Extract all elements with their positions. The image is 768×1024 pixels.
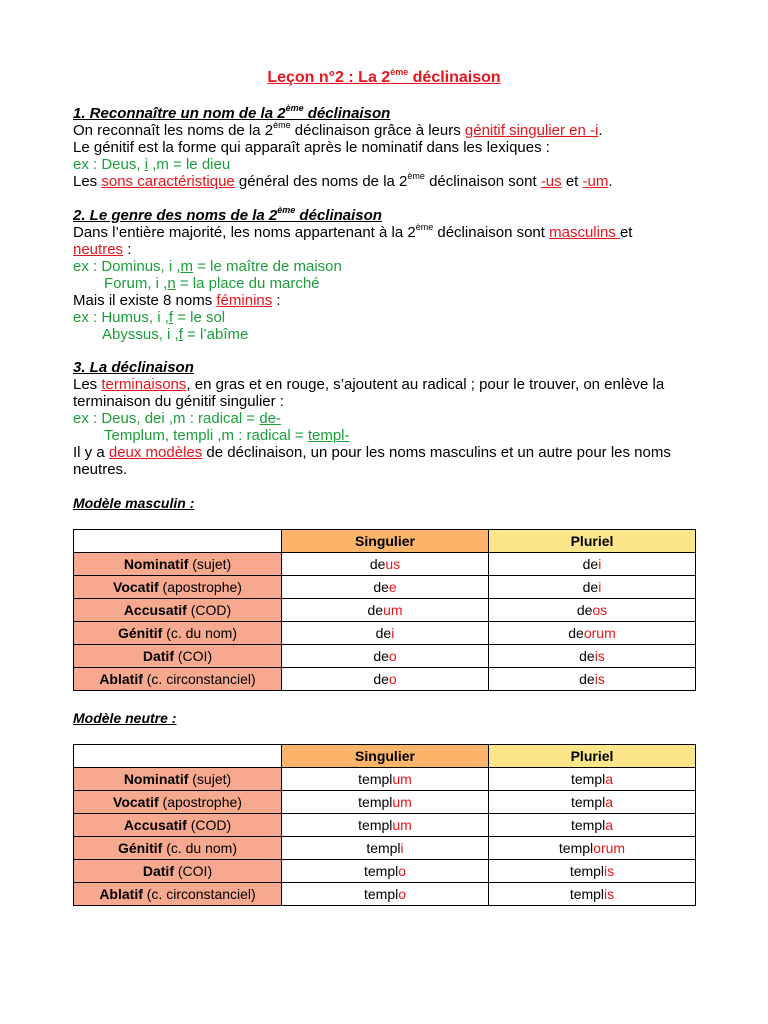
stem: de <box>369 556 386 572</box>
section-3-line-2: terminaison du génitif singulier : <box>73 393 284 410</box>
case-note: (c. du nom) <box>162 840 238 856</box>
masculine-table-body <box>74 553 696 691</box>
singular-form <box>282 553 489 576</box>
section-3-line-5: Il y a deux modèles de déclinaison, un pour les noms masculins et un autre pour les noms <box>73 444 671 461</box>
ending: i <box>598 579 602 595</box>
section-2-line-1: Dans l’entière majorité, les noms appartenant à la 2ème déclinaison sont masculins et <box>73 222 633 241</box>
neuter-table-body <box>74 768 696 906</box>
table-row <box>74 837 696 860</box>
ending: is <box>604 886 615 902</box>
table-header-row <box>74 530 696 553</box>
case-cell <box>74 622 282 645</box>
case-note: (sujet) <box>188 771 232 787</box>
stem: de <box>579 671 595 687</box>
section-2-example-4: Abyssus, i ,f = l’abîme <box>102 326 249 343</box>
case-note: (apostrophe) <box>158 794 242 810</box>
case-cell <box>74 576 282 599</box>
section-2-example-1: ex : Dominus, i ,m = le maître de maison <box>73 258 342 275</box>
table-row <box>74 645 696 668</box>
section-1-line-2: Le génitif est la forme qui apparaît après le nominatif dans les lexiques : <box>73 139 550 156</box>
plural-form <box>489 791 696 814</box>
table-row <box>74 576 696 599</box>
singular-form <box>282 622 489 645</box>
stem: templ <box>366 840 401 856</box>
section-2-line-5: Mais il existe 8 noms féminins : <box>73 292 281 309</box>
stem: de <box>568 625 584 641</box>
case-cell <box>74 599 282 622</box>
stem: de <box>373 579 389 595</box>
section-3-example-2: Templum, templi ,m : radical = templ- <box>104 427 350 444</box>
ending: us <box>385 556 401 572</box>
plural-form <box>489 883 696 906</box>
stem: templ <box>358 794 393 810</box>
section-3-line-6: neutres. <box>73 461 128 478</box>
section-2-line-2: neutres : <box>73 241 132 258</box>
stem: de <box>582 556 599 572</box>
case-cell <box>74 553 282 576</box>
table-header-row <box>74 745 696 768</box>
case-cell <box>74 668 282 691</box>
stem: templ <box>358 817 393 833</box>
case-name: Datif <box>142 648 174 664</box>
case-name: Datif <box>142 863 174 879</box>
table-row <box>74 814 696 837</box>
ending: i <box>400 840 404 856</box>
plural-form <box>489 622 696 645</box>
singular-form <box>282 837 489 860</box>
case-name: Vocatif <box>113 794 159 810</box>
case-name: Vocatif <box>113 579 159 595</box>
case-cell <box>74 645 282 668</box>
header-plural: Pluriel <box>489 530 696 553</box>
plural-form <box>489 553 696 576</box>
header-singular: Singulier <box>282 745 489 768</box>
ending: o <box>388 648 397 664</box>
stem: de <box>373 671 389 687</box>
ending: orum <box>583 625 616 641</box>
masculine-table <box>73 529 696 691</box>
case-note: (COD) <box>186 602 232 618</box>
section-1-line-4: Les sons caractéristique général des noms de la 2ème déclinaison sont -us et -um. <box>73 171 613 190</box>
case-name: Nominatif <box>123 771 189 787</box>
table-row <box>74 860 696 883</box>
case-note: (COD) <box>186 817 232 833</box>
stem: de <box>373 648 389 664</box>
case-cell <box>74 791 282 814</box>
singular-form <box>282 668 489 691</box>
header-singular: Singulier <box>282 530 489 553</box>
case-cell <box>74 837 282 860</box>
singular-form <box>282 599 489 622</box>
stem: templ <box>363 863 399 879</box>
ending: i <box>598 556 602 572</box>
neuter-table <box>73 744 696 906</box>
plural-form <box>489 645 696 668</box>
section-3-heading: 3. La déclinaison <box>73 359 194 376</box>
section-2 <box>73 207 713 343</box>
ending: um <box>383 602 403 618</box>
case-name: Accusatif <box>123 817 187 833</box>
section-1-example: ex : Deus, i ,m = le dieu <box>73 156 231 173</box>
stem: templ <box>569 886 605 902</box>
case-cell <box>74 768 282 791</box>
case-note: (c. du nom) <box>162 625 238 641</box>
section-3-line-1: Les terminaisons, en gras et en rouge, s’ajoutent au radical ; pour le trouver, on enlève la <box>73 376 665 393</box>
stem: templ <box>358 771 393 787</box>
ending: is <box>594 648 605 664</box>
section-2-example-2: Forum, i ,n = la place du marché <box>104 275 320 292</box>
stem: de <box>579 648 595 664</box>
plural-form <box>489 837 696 860</box>
singular-form <box>282 645 489 668</box>
header-plural: Pluriel <box>489 745 696 768</box>
masculine-model-title: Modèle masculin : <box>73 495 195 511</box>
ending: a <box>605 817 614 833</box>
section-2-heading: 2. Le genre des noms de la 2ème déclinaison <box>73 205 382 224</box>
case-name: Génitif <box>117 625 163 641</box>
stem: templ <box>570 794 606 810</box>
table-row <box>74 599 696 622</box>
ending: i <box>391 625 395 641</box>
table-row <box>74 622 696 645</box>
singular-form <box>282 576 489 599</box>
case-name: Ablatif <box>99 671 143 687</box>
ending: os <box>592 602 608 618</box>
section-1-heading: 1. Reconnaître un nom de la 2ème déclinaison <box>73 103 391 122</box>
ending: e <box>388 579 397 595</box>
ending: a <box>605 794 614 810</box>
section-1-line-1: On reconnaît les noms de la 2ème déclinaison grâce à leurs génitif singulier en -i. <box>73 120 603 139</box>
header-empty-cell <box>74 530 282 553</box>
table-row <box>74 883 696 906</box>
case-note: (c. circonstanciel) <box>142 886 256 902</box>
case-cell <box>74 883 282 906</box>
plural-form <box>489 668 696 691</box>
table-row <box>74 553 696 576</box>
case-name: Génitif <box>117 840 163 856</box>
ending: a <box>605 771 614 787</box>
plural-form <box>489 768 696 791</box>
stem: templ <box>570 817 606 833</box>
stem: de <box>582 579 599 595</box>
ending: um <box>392 771 412 787</box>
neuter-model-title: Modèle neutre : <box>73 710 177 726</box>
ending: is <box>594 671 605 687</box>
table-row <box>74 791 696 814</box>
case-note: (c. circonstanciel) <box>142 671 256 687</box>
case-name: Ablatif <box>99 886 143 902</box>
ending: is <box>604 863 615 879</box>
stem: templ <box>570 771 606 787</box>
singular-form <box>282 768 489 791</box>
stem: de <box>375 625 392 641</box>
table-row <box>74 768 696 791</box>
singular-form <box>282 883 489 906</box>
title-sup: ème <box>390 66 409 77</box>
stem: templ <box>569 863 605 879</box>
section-2-example-3: ex : Humus, i ,f = le sol <box>73 309 226 326</box>
stem: templ <box>558 840 594 856</box>
case-note: (COI) <box>174 863 213 879</box>
table-row <box>74 668 696 691</box>
ending: o <box>388 671 397 687</box>
section-3 <box>73 359 713 478</box>
title-text: Leçon n°2 : La 2 <box>267 69 391 86</box>
lesson-title <box>73 66 695 87</box>
singular-form <box>282 814 489 837</box>
case-note: (COI) <box>174 648 213 664</box>
title-text-end: déclinaison <box>408 69 501 86</box>
singular-form <box>282 860 489 883</box>
ending: um <box>392 794 412 810</box>
singular-form <box>282 791 489 814</box>
stem: templ <box>363 886 399 902</box>
header-empty-cell <box>74 745 282 768</box>
ending: um <box>392 817 412 833</box>
ending: orum <box>593 840 626 856</box>
case-note: (sujet) <box>188 556 232 572</box>
case-name: Nominatif <box>123 556 189 572</box>
case-note: (apostrophe) <box>158 579 242 595</box>
case-cell <box>74 814 282 837</box>
plural-form <box>489 599 696 622</box>
plural-form <box>489 576 696 599</box>
section-3-example-1: ex : Deus, dei ,m : radical = de- <box>73 410 282 427</box>
stem: de <box>367 602 384 618</box>
section-1 <box>73 105 713 190</box>
ending: o <box>398 863 407 879</box>
plural-form <box>489 860 696 883</box>
stem: de <box>576 602 593 618</box>
case-cell <box>74 860 282 883</box>
ending: o <box>398 886 407 902</box>
plural-form <box>489 814 696 837</box>
case-name: Accusatif <box>123 602 187 618</box>
